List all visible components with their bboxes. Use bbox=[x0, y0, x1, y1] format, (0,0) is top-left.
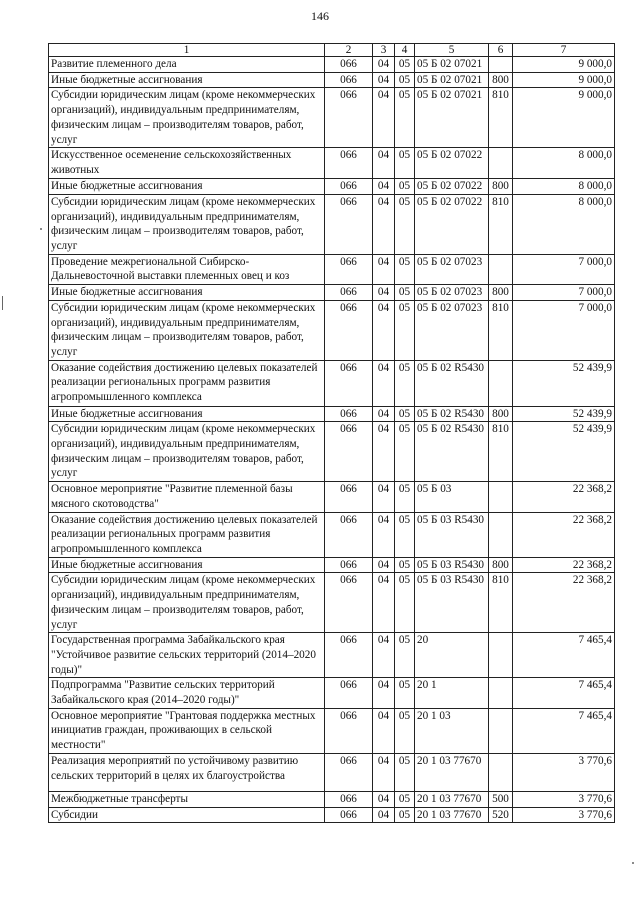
row-name: Государственная программа Забайкальского края "Устойчивое развитие сельских территорий (2014–2020 годы)" bbox=[49, 633, 325, 678]
expense-type-code: 500 bbox=[489, 791, 513, 807]
section-code: 04 bbox=[373, 179, 395, 195]
row-name: Основное мероприятие "Грантовая поддержка местных инициатив граждан, проживающих в сельской местности" bbox=[49, 708, 325, 753]
scan-speck bbox=[40, 228, 42, 230]
ministry-code: 066 bbox=[325, 148, 373, 179]
ministry-code: 066 bbox=[325, 633, 373, 678]
header-cell: 2 bbox=[325, 44, 373, 57]
table-row bbox=[49, 88, 615, 148]
target-article-code: 20 1 bbox=[415, 678, 489, 708]
table-row bbox=[49, 406, 615, 422]
target-article-code: 05 Б 02 07022 bbox=[415, 148, 489, 179]
expense-type-code bbox=[489, 708, 513, 753]
ministry-code: 066 bbox=[325, 179, 373, 195]
ministry-code: 066 bbox=[325, 422, 373, 482]
expense-type-code bbox=[489, 678, 513, 708]
target-article-code: 05 Б 02 07021 bbox=[415, 57, 489, 73]
ministry-code: 066 bbox=[325, 573, 373, 633]
table-header-row bbox=[49, 44, 615, 57]
table-row bbox=[49, 285, 615, 301]
subsection-code: 05 bbox=[395, 179, 415, 195]
row-name: Основное мероприятие "Развитие племенной базы мясного скотоводства" bbox=[49, 482, 325, 512]
row-name: Подпрограмма "Развитие сельских территорий Забайкальского края (2014–2020 годы)" bbox=[49, 678, 325, 708]
subsection-code: 05 bbox=[395, 88, 415, 148]
subsection-code: 05 bbox=[395, 708, 415, 753]
expense-type-code bbox=[489, 482, 513, 512]
expense-type-code: 810 bbox=[489, 573, 513, 633]
target-article-code: 20 1 03 77670 bbox=[415, 753, 489, 791]
expense-type-code bbox=[489, 57, 513, 73]
amount: 52 439,9 bbox=[513, 406, 615, 422]
subsection-code: 05 bbox=[395, 194, 415, 254]
ministry-code: 066 bbox=[325, 557, 373, 573]
expense-type-code bbox=[489, 512, 513, 557]
table-row bbox=[49, 194, 615, 254]
amount: 7 000,0 bbox=[513, 285, 615, 301]
ministry-code: 066 bbox=[325, 482, 373, 512]
row-name: Иные бюджетные ассигнования bbox=[49, 406, 325, 422]
row-name: Субсидии юридическим лицам (кроме некоммерческих организаций), индивидуальным предпринимателям, физическим лицам – производителям товаров, работ, услуг bbox=[49, 88, 325, 148]
table-row bbox=[49, 254, 615, 284]
header-cell: 3 bbox=[373, 44, 395, 57]
row-name: Иные бюджетные ассигнования bbox=[49, 179, 325, 195]
ministry-code: 066 bbox=[325, 72, 373, 88]
table-row bbox=[49, 148, 615, 179]
subsection-code: 05 bbox=[395, 557, 415, 573]
ministry-code: 066 bbox=[325, 753, 373, 791]
target-article-code: 05 Б 02 07023 bbox=[415, 285, 489, 301]
row-name: Субсидии юридическим лицам (кроме некоммерческих организаций), индивидуальным предпринимателям, физическим лицам – производителям товаров, работ, услуг bbox=[49, 422, 325, 482]
amount: 7 465,4 bbox=[513, 708, 615, 753]
subsection-code: 05 bbox=[395, 512, 415, 557]
row-name: Реализация мероприятий по устойчивому развитию сельских территорий в целях их благоустройства bbox=[49, 753, 325, 791]
header-cell: 4 bbox=[395, 44, 415, 57]
ministry-code: 066 bbox=[325, 807, 373, 823]
expense-type-code: 800 bbox=[489, 179, 513, 195]
table-row bbox=[49, 300, 615, 360]
table-row bbox=[49, 557, 615, 573]
row-name: Оказание содействия достижению целевых показателей реализации региональных программ развития агропромышленного комплекса bbox=[49, 360, 325, 406]
amount: 3 770,6 bbox=[513, 807, 615, 823]
row-name: Оказание содействия достижению целевых показателей реализации региональных программ развития агропромышленного комплекса bbox=[49, 512, 325, 557]
header-cell: 5 bbox=[415, 44, 489, 57]
section-code: 04 bbox=[373, 360, 395, 406]
section-code: 04 bbox=[373, 254, 395, 284]
amount: 8 000,0 bbox=[513, 194, 615, 254]
section-code: 04 bbox=[373, 791, 395, 807]
row-name: Иные бюджетные ассигнования bbox=[49, 557, 325, 573]
target-article-code: 05 Б 03 R5430 bbox=[415, 573, 489, 633]
row-name: Межбюджетные трансферты bbox=[49, 791, 325, 807]
expense-type-code: 810 bbox=[489, 88, 513, 148]
expense-type-code: 800 bbox=[489, 406, 513, 422]
section-code: 04 bbox=[373, 422, 395, 482]
expense-type-code: 520 bbox=[489, 807, 513, 823]
row-name: Субсидии юридическим лицам (кроме некоммерческих организаций), индивидуальным предпринимателям, физическим лицам – производителям товаров, работ, услуг bbox=[49, 194, 325, 254]
row-name: Субсидии юридическим лицам (кроме некоммерческих организаций), индивидуальным предпринимателям, физическим лицам – производителям товаров, работ, услуг bbox=[49, 300, 325, 360]
expense-type-code: 810 bbox=[489, 422, 513, 482]
expense-type-code bbox=[489, 360, 513, 406]
table-row bbox=[49, 422, 615, 482]
section-code: 04 bbox=[373, 573, 395, 633]
target-article-code: 05 Б 02 07021 bbox=[415, 88, 489, 148]
target-article-code: 05 Б 02 R5430 bbox=[415, 422, 489, 482]
target-article-code: 05 Б 02 07021 bbox=[415, 72, 489, 88]
section-code: 04 bbox=[373, 678, 395, 708]
target-article-code: 05 Б 02 07023 bbox=[415, 300, 489, 360]
amount: 22 368,2 bbox=[513, 482, 615, 512]
section-code: 04 bbox=[373, 57, 395, 73]
subsection-code: 05 bbox=[395, 254, 415, 284]
subsection-code: 05 bbox=[395, 791, 415, 807]
section-code: 04 bbox=[373, 72, 395, 88]
table-row bbox=[49, 633, 615, 678]
amount: 7 000,0 bbox=[513, 254, 615, 284]
amount: 9 000,0 bbox=[513, 88, 615, 148]
subsection-code: 05 bbox=[395, 72, 415, 88]
section-code: 04 bbox=[373, 708, 395, 753]
section-code: 04 bbox=[373, 88, 395, 148]
ministry-code: 066 bbox=[325, 360, 373, 406]
target-article-code: 20 1 03 77670 bbox=[415, 807, 489, 823]
row-name: Искусственное осеменение сельскохозяйственных животных bbox=[49, 148, 325, 179]
ministry-code: 066 bbox=[325, 254, 373, 284]
table-row bbox=[49, 678, 615, 708]
scan-speck bbox=[632, 862, 634, 864]
subsection-code: 05 bbox=[395, 678, 415, 708]
subsection-code: 05 bbox=[395, 285, 415, 301]
table-row bbox=[49, 72, 615, 88]
row-name: Иные бюджетные ассигнования bbox=[49, 72, 325, 88]
target-article-code: 05 Б 02 07022 bbox=[415, 194, 489, 254]
amount: 8 000,0 bbox=[513, 179, 615, 195]
expense-type-code: 800 bbox=[489, 285, 513, 301]
table-row bbox=[49, 791, 615, 807]
amount: 7 000,0 bbox=[513, 300, 615, 360]
expense-type-code: 810 bbox=[489, 194, 513, 254]
ministry-code: 066 bbox=[325, 285, 373, 301]
amount: 8 000,0 bbox=[513, 148, 615, 179]
target-article-code: 05 Б 03 R5430 bbox=[415, 512, 489, 557]
page-number: 146 bbox=[311, 9, 329, 23]
table-row bbox=[49, 57, 615, 73]
ministry-code: 066 bbox=[325, 300, 373, 360]
subsection-code: 05 bbox=[395, 573, 415, 633]
section-code: 04 bbox=[373, 285, 395, 301]
section-code: 04 bbox=[373, 148, 395, 179]
expense-type-code bbox=[489, 148, 513, 179]
section-code: 04 bbox=[373, 406, 395, 422]
subsection-code: 05 bbox=[395, 57, 415, 73]
subsection-code: 05 bbox=[395, 360, 415, 406]
table-row bbox=[49, 360, 615, 406]
row-name: Развитие племенного дела bbox=[49, 57, 325, 73]
target-article-code: 05 Б 03 R5430 bbox=[415, 557, 489, 573]
amount: 22 368,2 bbox=[513, 512, 615, 557]
ministry-code: 066 bbox=[325, 406, 373, 422]
row-name: Субсидии юридическим лицам (кроме некоммерческих организаций), индивидуальным предпринимателям, физическим лицам – производителям товаров, работ, услуг bbox=[49, 573, 325, 633]
section-code: 04 bbox=[373, 194, 395, 254]
subsection-code: 05 bbox=[395, 406, 415, 422]
section-code: 04 bbox=[373, 807, 395, 823]
ministry-code: 066 bbox=[325, 194, 373, 254]
header-cell: 6 bbox=[489, 44, 513, 57]
target-article-code: 20 bbox=[415, 633, 489, 678]
amount: 7 465,4 bbox=[513, 678, 615, 708]
expense-type-code: 800 bbox=[489, 557, 513, 573]
row-name: Иные бюджетные ассигнования bbox=[49, 285, 325, 301]
ministry-code: 066 bbox=[325, 678, 373, 708]
ministry-code: 066 bbox=[325, 88, 373, 148]
section-code: 04 bbox=[373, 482, 395, 512]
target-article-code: 05 Б 02 07022 bbox=[415, 179, 489, 195]
table-row bbox=[49, 179, 615, 195]
subsection-code: 05 bbox=[395, 482, 415, 512]
target-article-code: 05 Б 03 bbox=[415, 482, 489, 512]
ministry-code: 066 bbox=[325, 708, 373, 753]
amount: 22 368,2 bbox=[513, 573, 615, 633]
header-cell: 1 bbox=[49, 44, 325, 57]
section-code: 04 bbox=[373, 300, 395, 360]
table-row bbox=[49, 482, 615, 512]
table-row bbox=[49, 573, 615, 633]
subsection-code: 05 bbox=[395, 300, 415, 360]
target-article-code: 05 Б 02 R5430 bbox=[415, 406, 489, 422]
amount: 9 000,0 bbox=[513, 72, 615, 88]
amount: 3 770,6 bbox=[513, 791, 615, 807]
table-row bbox=[49, 753, 615, 791]
row-name: Субсидии bbox=[49, 807, 325, 823]
row-name: Проведение межрегиональной Сибирско-Дальневосточной выставки племенных овец и коз bbox=[49, 254, 325, 284]
ministry-code: 066 bbox=[325, 512, 373, 557]
amount: 22 368,2 bbox=[513, 557, 615, 573]
section-code: 04 bbox=[373, 557, 395, 573]
table-row bbox=[49, 708, 615, 753]
amount: 3 770,6 bbox=[513, 753, 615, 791]
table-row bbox=[49, 807, 615, 823]
budget-table bbox=[48, 43, 615, 823]
section-code: 04 bbox=[373, 512, 395, 557]
amount: 9 000,0 bbox=[513, 57, 615, 73]
scan-mark bbox=[2, 296, 3, 310]
expense-type-code bbox=[489, 753, 513, 791]
amount: 7 465,4 bbox=[513, 633, 615, 678]
expense-type-code bbox=[489, 254, 513, 284]
expense-type-code bbox=[489, 633, 513, 678]
target-article-code: 05 Б 02 07023 bbox=[415, 254, 489, 284]
section-code: 04 bbox=[373, 753, 395, 791]
ministry-code: 066 bbox=[325, 57, 373, 73]
table-row bbox=[49, 512, 615, 557]
amount: 52 439,9 bbox=[513, 360, 615, 406]
expense-type-code: 810 bbox=[489, 300, 513, 360]
header-cell: 7 bbox=[513, 44, 615, 57]
subsection-code: 05 bbox=[395, 807, 415, 823]
target-article-code: 20 1 03 bbox=[415, 708, 489, 753]
amount: 52 439,9 bbox=[513, 422, 615, 482]
target-article-code: 05 Б 02 R5430 bbox=[415, 360, 489, 406]
subsection-code: 05 bbox=[395, 148, 415, 179]
expense-type-code: 800 bbox=[489, 72, 513, 88]
target-article-code: 20 1 03 77670 bbox=[415, 791, 489, 807]
subsection-code: 05 bbox=[395, 633, 415, 678]
subsection-code: 05 bbox=[395, 753, 415, 791]
subsection-code: 05 bbox=[395, 422, 415, 482]
section-code: 04 bbox=[373, 633, 395, 678]
ministry-code: 066 bbox=[325, 791, 373, 807]
